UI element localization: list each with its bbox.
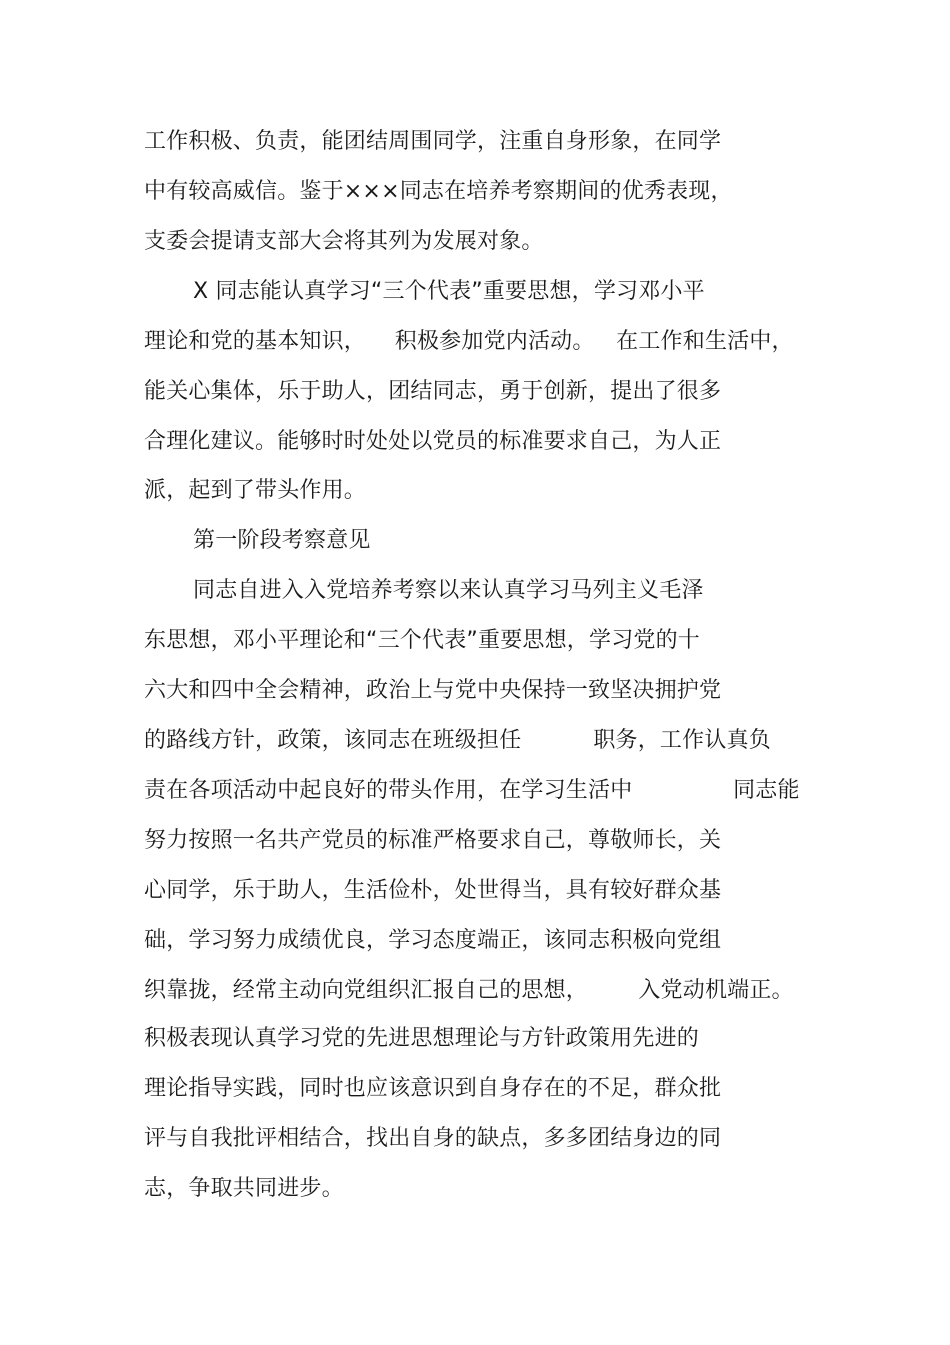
- text-line: 础，学习努力成绩优良，学习态度端正，该同志积极向党组: [144, 928, 722, 953]
- section-heading: 第一阶段考察意见: [193, 528, 371, 553]
- text-line: 理论和党的基本知识， 积极参加党内活动。 在工作和生活中，: [144, 329, 794, 354]
- text-line: 派，起到了带头作用。: [144, 478, 367, 503]
- text-line: 责在各项活动中起良好的带头作用，在学习生活中 同志能: [144, 778, 800, 803]
- text-line: 中有较高威信。鉴于×××同志在培养考察期间的优秀表现，: [144, 179, 733, 204]
- text-line: 六大和四中全会精神，政治上与党中央保持一致坚决拥护党: [144, 678, 722, 703]
- text-line: 努力按照一名共产党员的标准严格要求自己，尊敬师长，关: [144, 828, 722, 853]
- text-line: 评与自我批评相结合，找出自身的缺点，多多团结身边的同: [144, 1126, 722, 1151]
- text-line: 能关心集体，乐于助人，团结同志，勇于创新，提出了很多: [144, 379, 722, 404]
- text-line: 理论指导实践，同时也应该意识到自身存在的不足，群众批: [144, 1076, 722, 1101]
- text-line: 织靠拢，经常主动向党组织汇报自己的思想， 入党动机端正。: [144, 978, 794, 1003]
- text-line: 同志自进入入党培养考察以来认真学习马列主义毛泽: [193, 578, 704, 603]
- text-line: 志，争取共同进步。: [144, 1176, 344, 1201]
- text-line: 工作积极、负责，能团结周围同学，注重自身形象，在同学: [144, 129, 722, 154]
- text-line: 心同学，乐于助人，生活俭朴，处世得当，具有较好群众基: [144, 878, 722, 903]
- text-line: 的路线方针，政策，该同志在班级担任 职务，工作认真负: [144, 728, 771, 753]
- text-line: X 同志能认真学习“三个代表”重要思想，学习邓小平: [193, 279, 705, 304]
- text-line: 东思想，邓小平理论和“三个代表”重要思想，学习党的十: [144, 628, 700, 653]
- text-line: 支委会提请支部大会将其列为发展对象。: [144, 229, 544, 254]
- text-line: 合理化建议。能够时时处处以党员的标准要求自己，为人正: [144, 429, 722, 454]
- text-line: 积极表现认真学习党的先进思想理论与方针政策用先进的: [144, 1026, 700, 1051]
